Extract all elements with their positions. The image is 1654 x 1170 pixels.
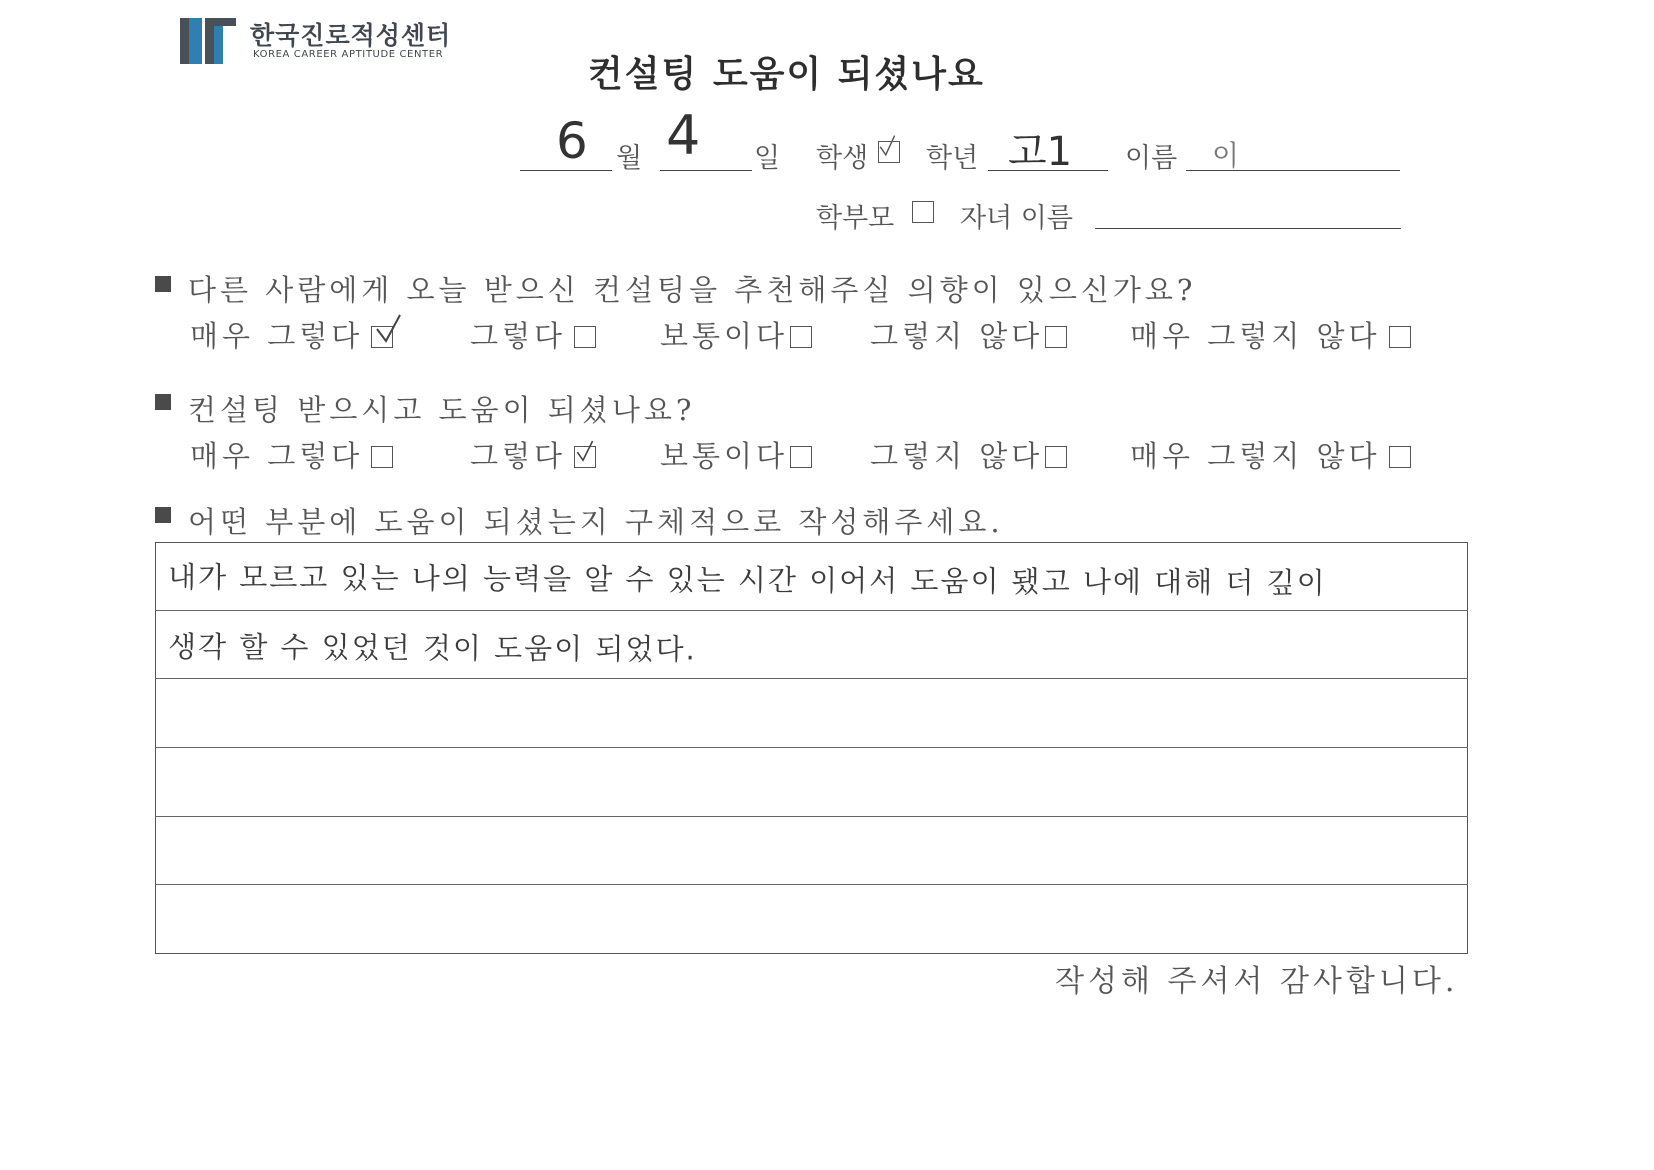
question-3-text: 어떤 부분에 도움이 되셨는지 구체적으로 작성해주세요. <box>188 505 1004 539</box>
answer-line-divider <box>155 678 1468 679</box>
child-name-label: 자녀 이름 <box>960 203 1073 234</box>
question-bullet <box>155 507 171 523</box>
name-value[interactable]: 이 <box>1212 139 1240 172</box>
q2-option-label: 그렇다 <box>470 439 567 473</box>
q2-option-label: 보통이다 <box>660 439 789 473</box>
q2-option-neutral[interactable] <box>660 434 812 475</box>
q2-checkbox-agree[interactable] <box>574 446 596 468</box>
q1-checkbox-very-disagree[interactable] <box>1389 326 1411 348</box>
q2-checkbox-neutral[interactable] <box>790 446 812 468</box>
q2-option-agree[interactable] <box>470 434 596 475</box>
name-label: 이름 <box>1125 143 1178 174</box>
month-label: 월 <box>616 143 643 174</box>
q1-option-disagree[interactable] <box>870 314 1067 355</box>
q1-option-very-disagree[interactable] <box>1130 314 1411 355</box>
day-underline <box>660 170 752 171</box>
q1-option-label: 그렇다 <box>470 319 567 353</box>
grade-underline <box>988 170 1108 171</box>
check-icon <box>374 313 404 347</box>
grade-label: 학년 <box>926 143 979 174</box>
check-icon <box>877 132 901 160</box>
grade-value[interactable]: 고1 <box>1008 129 1073 175</box>
student-label: 학생 <box>816 143 869 174</box>
q1-checkbox-disagree[interactable] <box>1045 326 1067 348</box>
month-value[interactable]: 6 <box>556 112 588 170</box>
answer-line-divider <box>155 610 1468 611</box>
q1-option-agree[interactable] <box>470 314 596 355</box>
q1-option-label: 보통이다 <box>660 319 789 353</box>
month-underline <box>520 170 612 171</box>
q2-checkbox-very-disagree[interactable] <box>1389 446 1411 468</box>
day-label: 일 <box>754 143 781 174</box>
q2-option-very-agree[interactable] <box>190 434 393 475</box>
question-1-text: 다른 사람에게 오늘 받으신 컨설팅을 추천해주실 의향이 있으신가요? <box>188 273 1197 307</box>
question-bullet <box>155 394 171 410</box>
answer-line-divider <box>155 884 1468 885</box>
answer-line-1[interactable]: 내가 모르고 있는 나의 능력을 알 수 있는 시간 이어서 도움이 됐고 나에 대해 더 깊이 <box>167 559 1327 601</box>
parent-label: 학부모 <box>816 203 895 234</box>
q1-option-label: 매우 그렇지 않다 <box>1130 319 1381 353</box>
thanks-message: 작성해 주셔서 감사합니다. <box>1055 964 1459 999</box>
q1-option-neutral[interactable] <box>660 314 812 355</box>
question-bullet <box>155 276 171 292</box>
answer-box[interactable] <box>155 542 1468 954</box>
day-value[interactable]: 4 <box>666 104 701 167</box>
q2-checkbox-very-agree[interactable] <box>371 446 393 468</box>
student-checkbox[interactable] <box>878 141 900 165</box>
q2-option-label: 매우 그렇다 <box>190 439 364 473</box>
q1-checkbox-very-agree[interactable] <box>371 326 393 348</box>
check-icon <box>575 439 599 467</box>
q1-option-label: 매우 그렇다 <box>190 319 364 353</box>
page-title: 컨설팅 도움이 되셨나요 <box>588 54 985 95</box>
q2-option-label: 그렇지 않다 <box>870 439 1044 473</box>
q1-option-very-agree[interactable] <box>190 314 393 355</box>
question-2-text: 컨설팅 받으시고 도움이 되셨나요? <box>188 393 696 427</box>
logo-icon <box>180 18 236 64</box>
logo-name-ko: 한국진로적성센터 <box>250 21 452 50</box>
q2-option-very-disagree[interactable] <box>1130 434 1411 475</box>
answer-line-divider <box>155 816 1468 817</box>
logo-name-en: KOREA CAREER APTITUDE CENTER <box>253 49 444 60</box>
q2-checkbox-disagree[interactable] <box>1045 446 1067 468</box>
answer-line-divider <box>155 747 1468 748</box>
q2-option-label: 매우 그렇지 않다 <box>1130 439 1381 473</box>
parent-checkbox[interactable] <box>912 201 934 225</box>
child-name-underline <box>1095 228 1401 229</box>
name-underline <box>1186 170 1400 171</box>
q1-checkbox-agree[interactable] <box>574 326 596 348</box>
q1-checkbox-neutral[interactable] <box>790 326 812 348</box>
q2-option-disagree[interactable] <box>870 434 1067 475</box>
answer-line-2[interactable]: 생각 할 수 있었던 것이 도움이 되었다. <box>167 629 697 667</box>
q1-option-label: 그렇지 않다 <box>870 319 1044 353</box>
